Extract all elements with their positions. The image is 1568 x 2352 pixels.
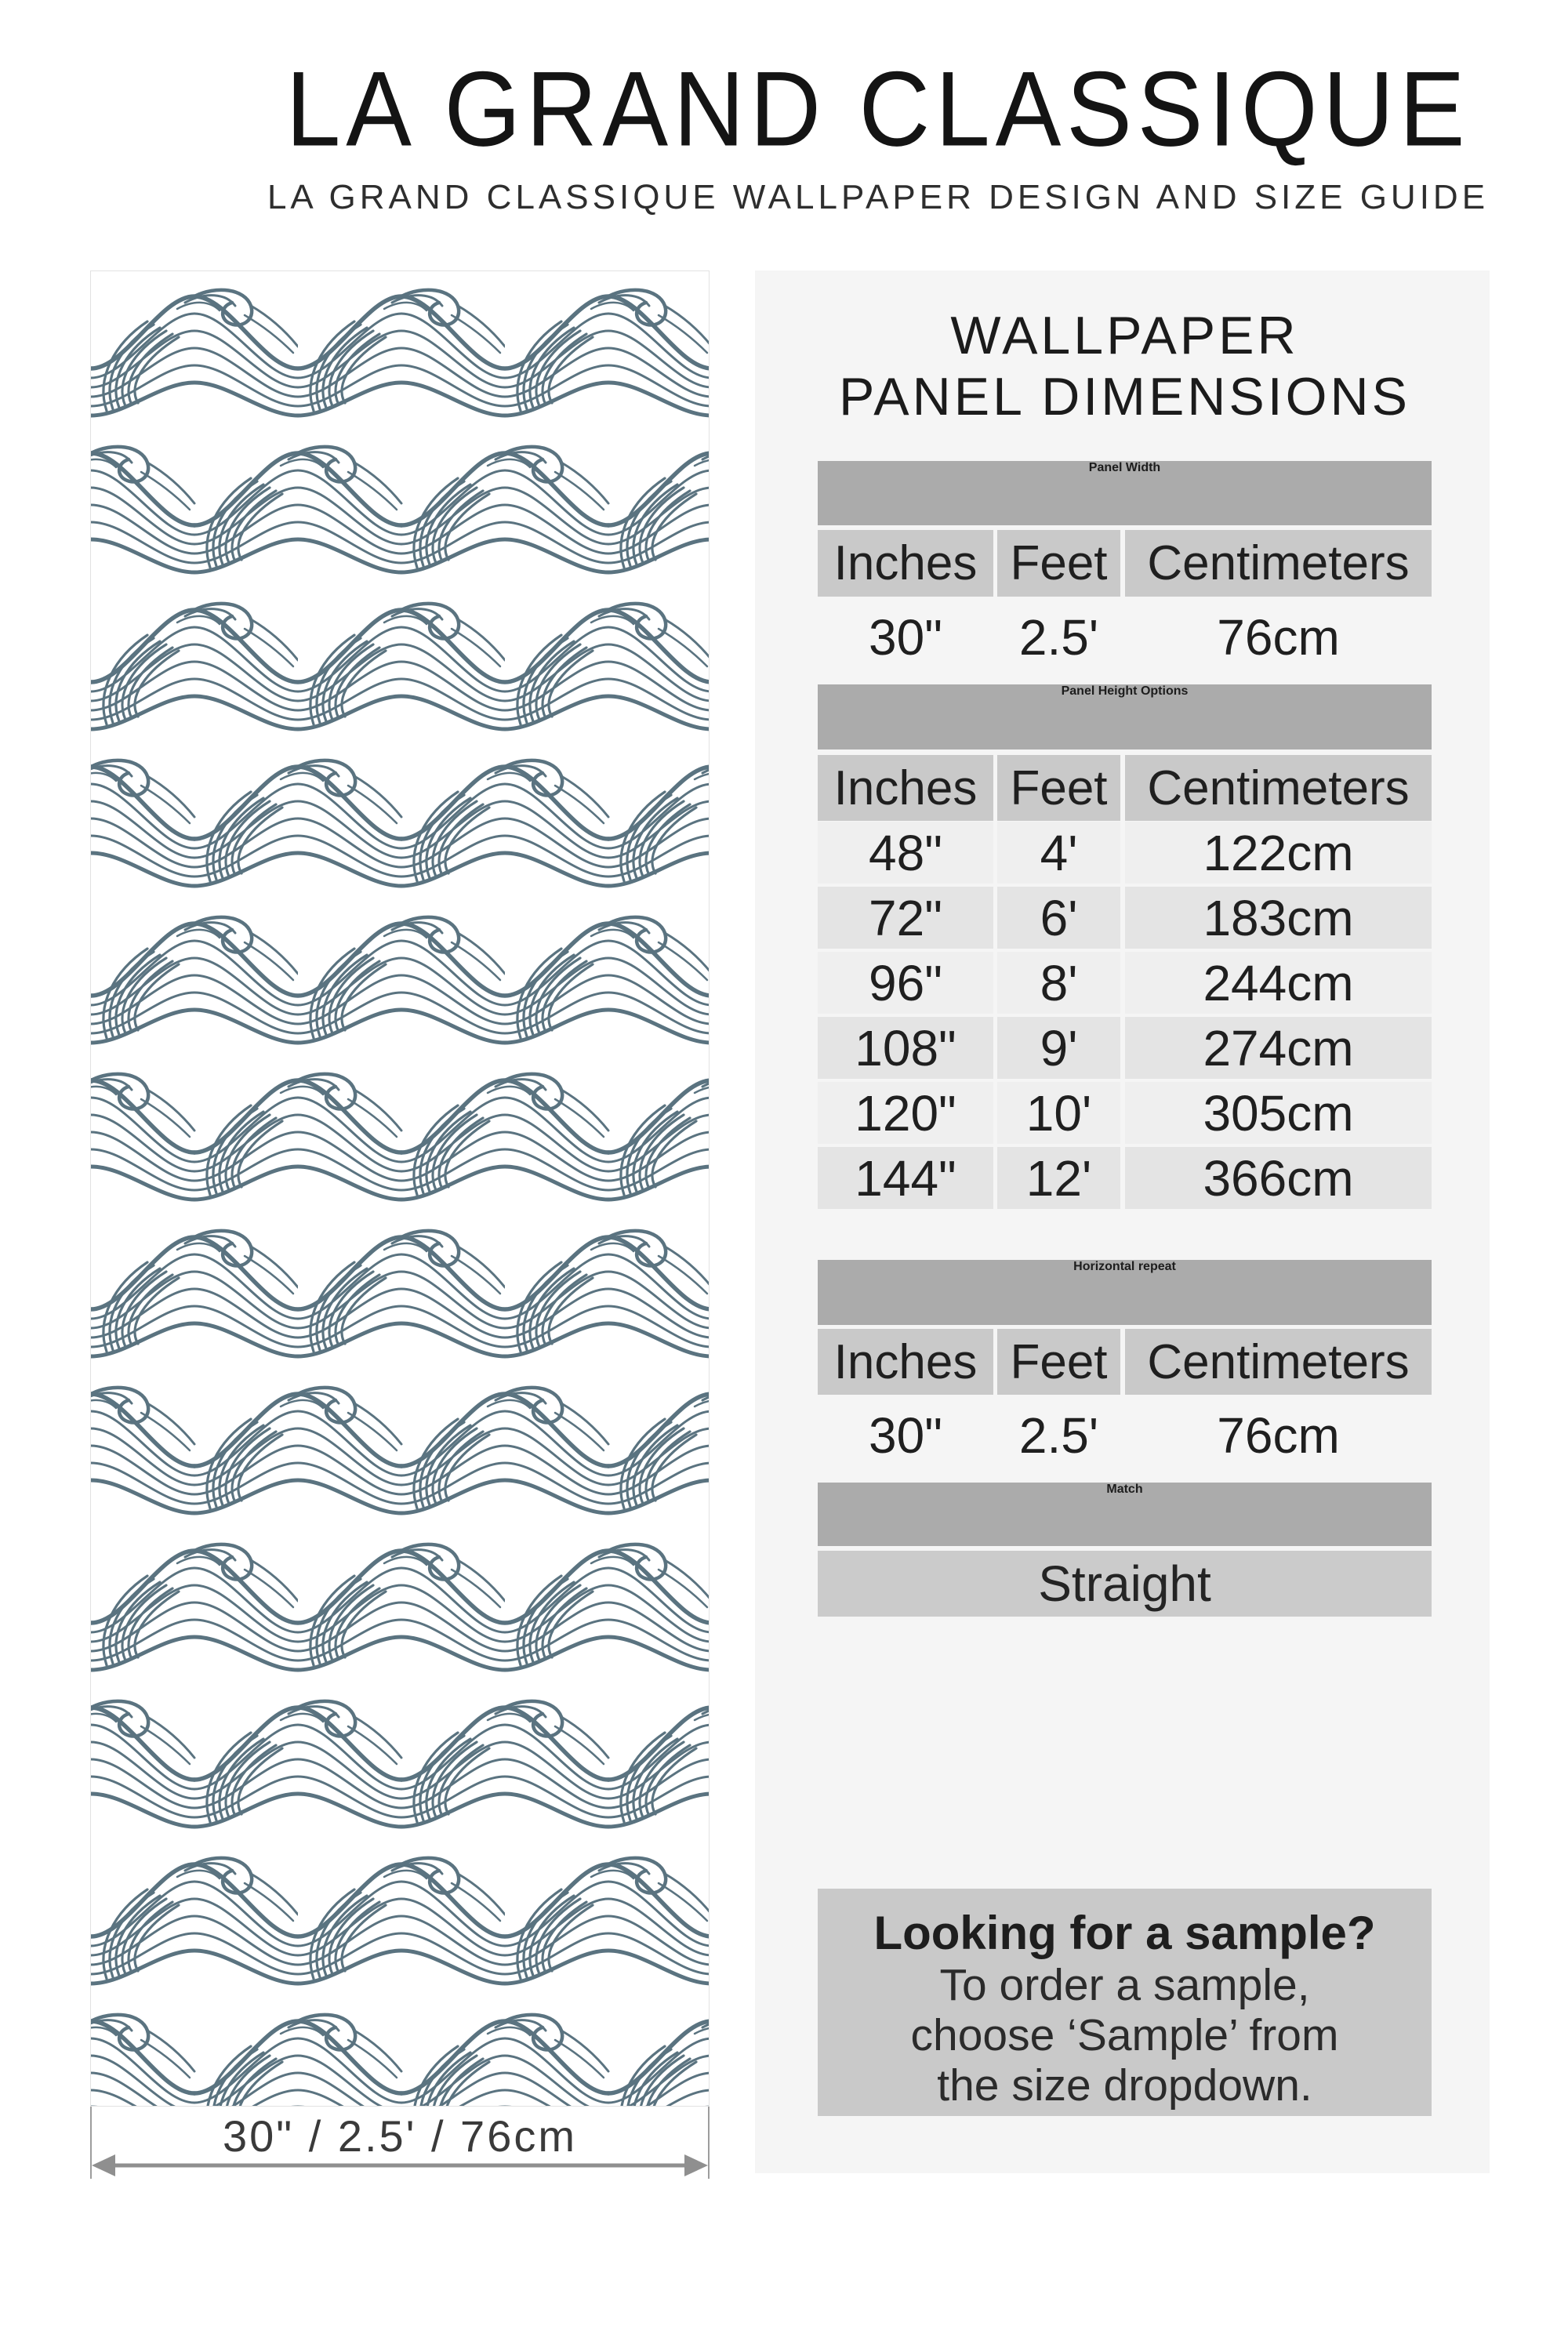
height-inches: 48"	[818, 822, 993, 884]
column-header-centimeters: Centimeters	[1125, 1329, 1432, 1395]
height-feet: 12'	[997, 1147, 1120, 1209]
sample-info-box	[818, 1889, 1432, 2116]
repeat-inches-value: 30"	[869, 1406, 942, 1464]
height-centimeters: 366cm	[1125, 1147, 1432, 1209]
horizontal-repeat-column-headers	[818, 1329, 1432, 1395]
height-centimeters: 305cm	[1125, 1082, 1432, 1144]
repeat-feet-value: 2.5'	[1018, 1406, 1099, 1464]
panel-width-header: Panel Width	[818, 461, 1432, 525]
match-value-row: Straight	[818, 1551, 1432, 1617]
height-feet: 6'	[997, 887, 1120, 949]
height-inches: 120"	[818, 1082, 993, 1144]
column-header-feet: Feet	[997, 1329, 1120, 1395]
horizontal-repeat-header: Horizontal repeat	[818, 1260, 1432, 1325]
table-row	[818, 1017, 1432, 1079]
height-feet: 9'	[997, 1017, 1120, 1079]
column-header-inches: Inches	[818, 530, 993, 597]
column-header-centimeters: Centimeters	[1125, 530, 1432, 597]
height-inches: 108"	[818, 1017, 993, 1079]
height-inches: 72"	[818, 887, 993, 949]
height-centimeters: 244cm	[1125, 952, 1432, 1014]
panel-height-column-headers	[818, 755, 1432, 821]
wallpaper-preview-panel	[90, 270, 710, 2107]
panel-width-feet-value: 2.5'	[1018, 608, 1099, 666]
panel-dimensions-heading	[818, 305, 1432, 427]
repeat-centimeters-value: 76cm	[1217, 1406, 1340, 1464]
table-row	[818, 887, 1432, 949]
match-header: Match	[818, 1483, 1432, 1546]
panel-width-values-row	[818, 603, 1432, 671]
height-centimeters: 122cm	[1125, 822, 1432, 884]
height-feet: 10'	[997, 1082, 1120, 1144]
height-feet: 4'	[997, 822, 1120, 884]
sample-box-title: Looking for a sample?	[873, 1907, 1376, 1959]
sample-box-line: To order a sample,	[939, 1960, 1310, 2010]
panel-height-header: Panel Height Options	[818, 684, 1432, 750]
height-inches: 96"	[818, 952, 993, 1014]
table-row	[818, 822, 1432, 884]
column-header-inches: Inches	[818, 1329, 993, 1395]
header	[0, 0, 1568, 217]
column-header-centimeters: Centimeters	[1125, 755, 1432, 821]
table-row	[818, 1147, 1432, 1209]
column-header-feet: Feet	[997, 530, 1120, 597]
height-centimeters: 183cm	[1125, 887, 1432, 949]
table-row	[818, 952, 1432, 1014]
dimensions-info-panel	[755, 270, 1490, 2173]
sample-box-line: the size dropdown.	[937, 2060, 1312, 2111]
heading-line-2: PANEL DIMENSIONS	[838, 367, 1411, 426]
panel-width-column-headers	[818, 530, 1432, 597]
column-header-feet: Feet	[997, 755, 1120, 821]
heading-line-1: WALLPAPER	[950, 306, 1299, 365]
double-arrow-icon	[92, 2151, 708, 2180]
panel-width-centimeters-value: 76cm	[1217, 608, 1340, 666]
height-centimeters: 274cm	[1125, 1017, 1432, 1079]
wave-pattern-image	[91, 271, 709, 2106]
table-row	[818, 1082, 1432, 1144]
brand-title: LA GRAND CLASSIQUE	[285, 49, 1471, 169]
sample-box-line: choose ‘Sample’ from	[910, 2010, 1339, 2060]
panel-width-inches-value: 30"	[869, 608, 942, 666]
brand-subtitle: LA GRAND CLASSIQUE WALLPAPER DESIGN AND SIZE GUIDE	[267, 178, 1490, 216]
horizontal-repeat-values-row	[818, 1401, 1432, 1469]
height-feet: 8'	[997, 952, 1120, 1014]
column-header-inches: Inches	[818, 755, 993, 821]
height-inches: 144"	[818, 1147, 993, 1209]
panel-width-dimension-label: 30" / 2.5' / 76cm	[223, 2111, 577, 2161]
